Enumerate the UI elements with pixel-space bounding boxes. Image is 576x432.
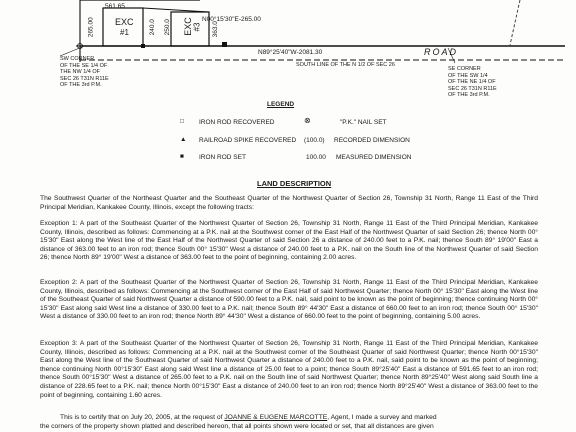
- legend-label: MEASURED DIMENSION: [336, 154, 412, 161]
- legend-label: RECORDED DIMENSION: [334, 137, 410, 144]
- exc3-label: EXC: [182, 17, 193, 36]
- legend-label: IRON ROD RECOVERED: [199, 119, 275, 126]
- iron-rod-marker: [222, 42, 227, 47]
- iron-rod-recovered-icon: □: [180, 118, 184, 125]
- legend-label: "P.K." NAIL SET: [340, 119, 387, 126]
- exception-3: Exception 3: A part of the Southeast Quarter of the Northwest Quarter of Section 26, Township 31 North, Range 11 East of the Third Principal Meridian, Kankakee County, Illinois, described as follows: Commencing at a P.K. nail at the Southwest corner of the Southeast Quarter of said Northwest Quarter; thence North 00°15'30" East along the West line of the Southeast Quarter of said Northwest Quarter a distance of 240.00 feet to a P.K. nail, said point to be known as the point of beginning; thence continuing North 00°15'30" East along said West line a distance of 25.00 feet to a point; thence South 89°25'40" East a distance of 591.65 feet to an iron rod; thence South 00°15'30" West a distance of 265.00 feet to a P.K. nail on the South line of said Northwest Quarter; thence North 89°25'40" West along said South line a distance of 228.65 feet to a P.K. nail; thence North 00°15'30" East a distance of 240.00 feet to an iron rod; thence North 89°25'40" West a distance of 363.00 feet to the point of beginning, containing 1.60 acres.: [40, 340, 538, 399]
- dim-bearing-top: N00°15'30"E-265.00: [202, 16, 261, 23]
- pk-nail-icon: ⊗: [304, 116, 311, 125]
- exc3-number: #3: [192, 22, 202, 32]
- dim-bearing-bottom: N89°25'40"W-2081.30: [258, 49, 323, 56]
- exception-2: Exception 2: A part of the Southeast Quarter of the Northwest Quarter of Section 26, Township 31 North, Range 11 East of the Third Principal Meridian, Kankakee County, Illinois, described as follows: Commencing at the Southwest corner of the East Half of said Northwest Quarter; thence North 00° 15'30" East along the West line of the Southeast Quarter of said Northwest Quarter a distance of 590.00 feet to a P.K. nail, said point to be known as the point of beginning; thence continuing North 00° 15'30" East along said West line a distance of 330.00 feet to a P.K. nail; thence South 89° 44'30" East a distance of 660.00 feet to an iron rod; thence South 00° 15'30" West a distance of 330.00 feet to an iron rod; thence North 89° 44'30" West a distance of 660.00 feet to the point of beginning, containing 5.00 acres.: [40, 279, 538, 321]
- iron-rod-set-icon: ■: [180, 153, 184, 160]
- certification-statement: This is to certify that on July 20, 2005, at the request of JOANNE & EUGENE MARCOTTE, Agent, I made a survey and marked the corners of the property shown platted and described hereon, that all points shown were located or set, that all distances are given: [40, 414, 437, 430]
- exc1-parcel: [103, 8, 143, 46]
- measured-dimension-symbol: 100.00: [306, 154, 326, 161]
- recorded-dimension-symbol: (100.0): [304, 137, 325, 144]
- railroad-spike-icon: ▲: [180, 136, 187, 143]
- legend-title: LEGEND: [267, 101, 295, 108]
- iron-rod-marker: [141, 44, 145, 48]
- sw-corner-note-left: SW CORNER OF THE SE 1/4 OF THE NW 1/4 OF SEC 26 T31N R11E OF THE 3rd P.M.: [60, 56, 109, 88]
- dim-363: 363.0: [211, 21, 219, 38]
- road-label: ROAD: [424, 47, 459, 57]
- land-description-intro: The Southwest Quarter of the Northeast Quarter and the Southeast Quarter of the Northwest Quarter of Section 26, Township 31 North, Range 11 East of the Third Principal Meridian, Kankakee County, Illinois, except the following tracts:: [40, 195, 538, 211]
- client-name: JOANNE & EUGENE MARCOTTE: [224, 414, 328, 421]
- exc1-label: EXC: [115, 17, 134, 27]
- legend-label: RAILROAD SPIKE RECOVERED: [199, 137, 297, 144]
- dim-561: 561.65: [105, 3, 125, 10]
- dim-250: 250.0: [163, 19, 171, 36]
- south-line-label: SOUTH LINE OF THE N 1/2 OF SEC 26: [296, 62, 395, 68]
- dim-240: 240.0: [148, 19, 156, 36]
- legend-label: IRON ROD SET: [199, 154, 246, 161]
- exception-1: Exception 1: A part of the Southeast Quarter of the Northwest Quarter of Section 26, Township 31 North, Range 11 East of the Third Principal Meridian, Kankakee County, Illinois, described as follows: Commencing at a P.K. nail at the Southwest corner of the East Half of the Northwest Quarter of said Section 26; thence North 00° 15'30" East along the West line of the East Half of the Northwest Quarter of said Section 26 a distance of 240.00 feet to a P.K. nail; thence South 89° 19'00" East a distance of 363.00 feet to an iron rod; thence South 00° 15'30" West a distance of 240.00 feet to a P.K. nail on the South line of the Northwest Quarter of said Section 26; thence North 89° 19'00" West a distance of 363.00 feet to the point of beginning, containing 2.00 acres.: [40, 220, 538, 262]
- se-corner-note-right: SE CORNER OF THE SW 1/4 OF THE NE 1/4 OF SEC 26 T31N R11E OF THE 3rd P.M.: [448, 66, 497, 98]
- east-line: [510, 0, 520, 45]
- exc1-number: #1: [120, 28, 129, 37]
- dim-265: 265.00: [87, 17, 95, 38]
- land-description-title: LAND DESCRIPTION: [257, 179, 332, 188]
